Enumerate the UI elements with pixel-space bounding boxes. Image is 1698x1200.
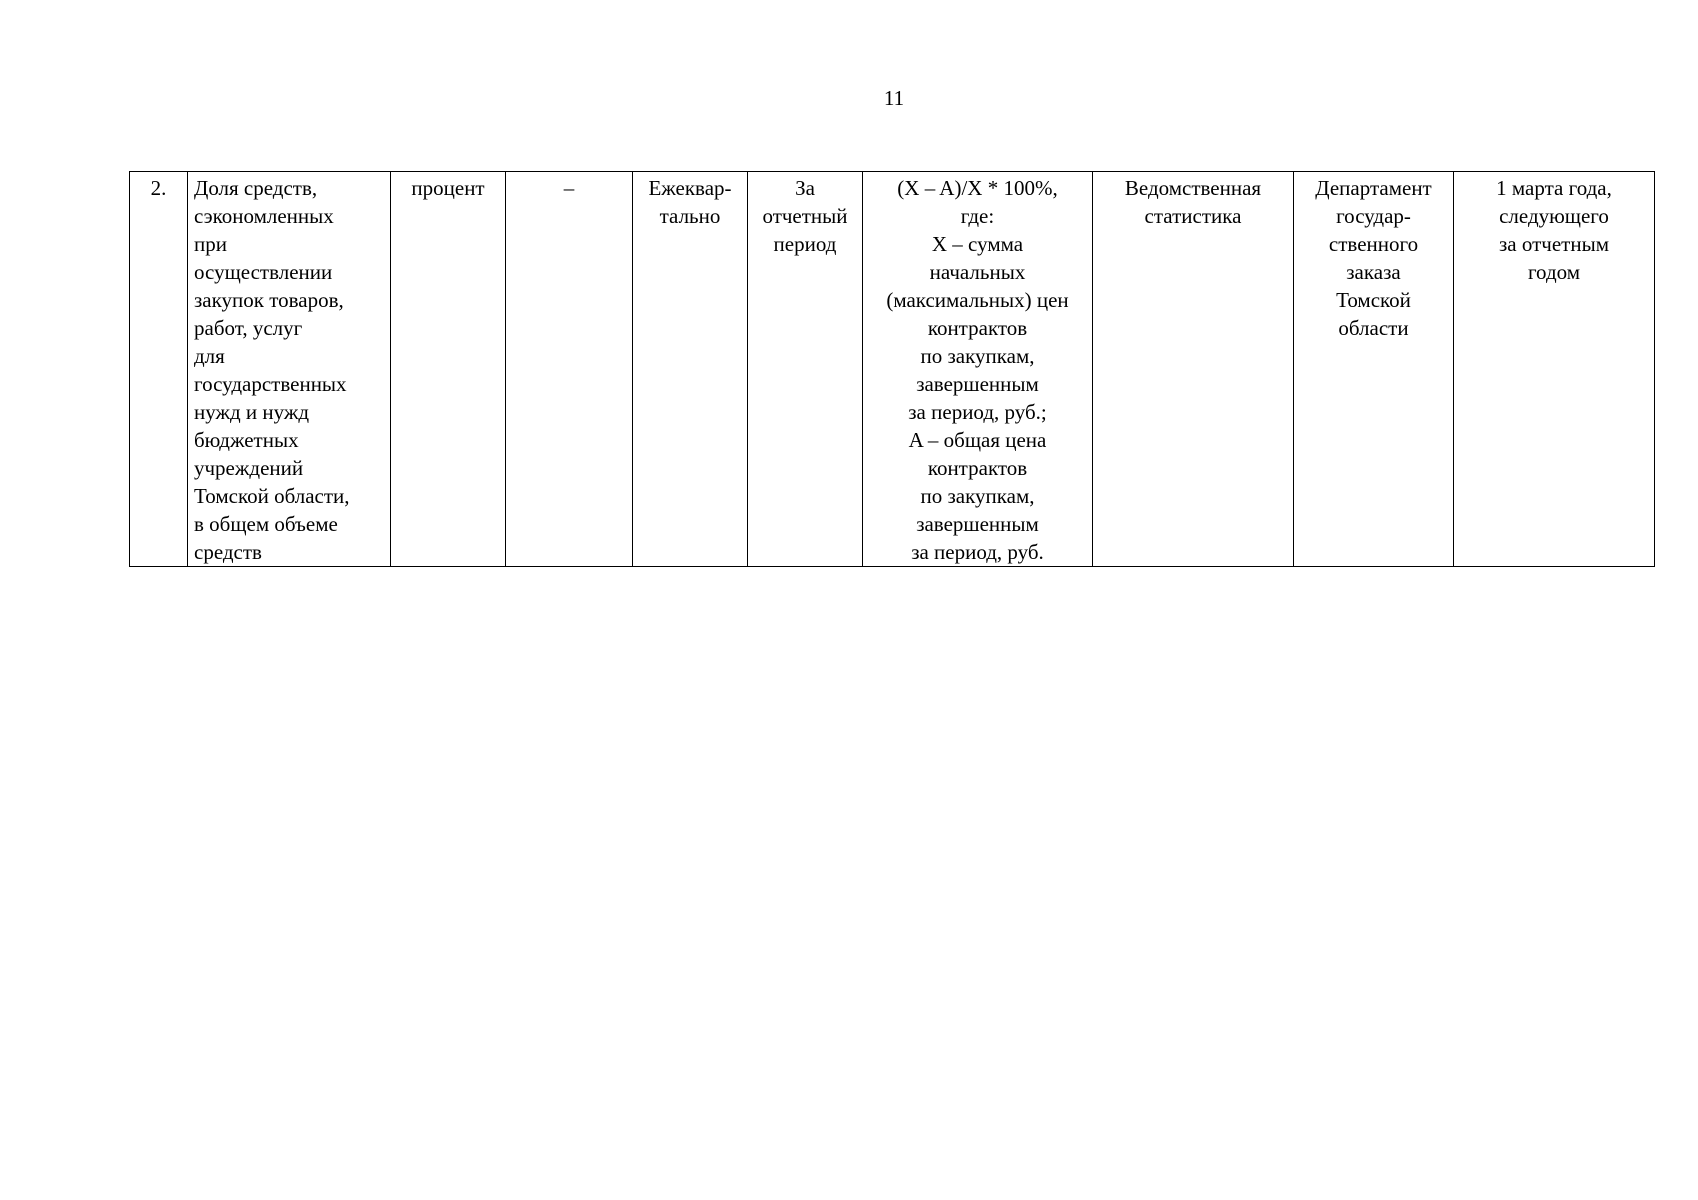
dash-cell: –	[506, 172, 633, 567]
period-cell: За отчетный период	[748, 172, 863, 567]
responsible-cell: Департамент государ- ственного заказа Томской области	[1294, 172, 1454, 567]
page-number: 11	[883, 86, 905, 110]
indicator-table	[129, 171, 1655, 567]
formula-cell: (X – A)/X * 100%, где: X – сумма начальных (максимальных) цен контрактов по закупкам, завершенным за период, руб.; A – общая цена контрактов по закупкам, завершенным за период, руб.	[863, 172, 1093, 567]
row-number-cell: 2.	[130, 172, 188, 567]
frequency-cell: Ежеквар- тально	[633, 172, 748, 567]
source-cell: Ведомственная статистика	[1093, 172, 1294, 567]
unit-cell: процент	[391, 172, 506, 567]
deadline-cell: 1 марта года, следующего за отчетным годом	[1454, 172, 1655, 567]
indicator-name-cell: Доля средств, сэкономленных при осуществлении закупок товаров, работ, услуг для государственных нужд и нужд бюджетных учреждений Томской области, в общем объеме средств	[188, 172, 391, 567]
table-row	[130, 172, 1655, 567]
